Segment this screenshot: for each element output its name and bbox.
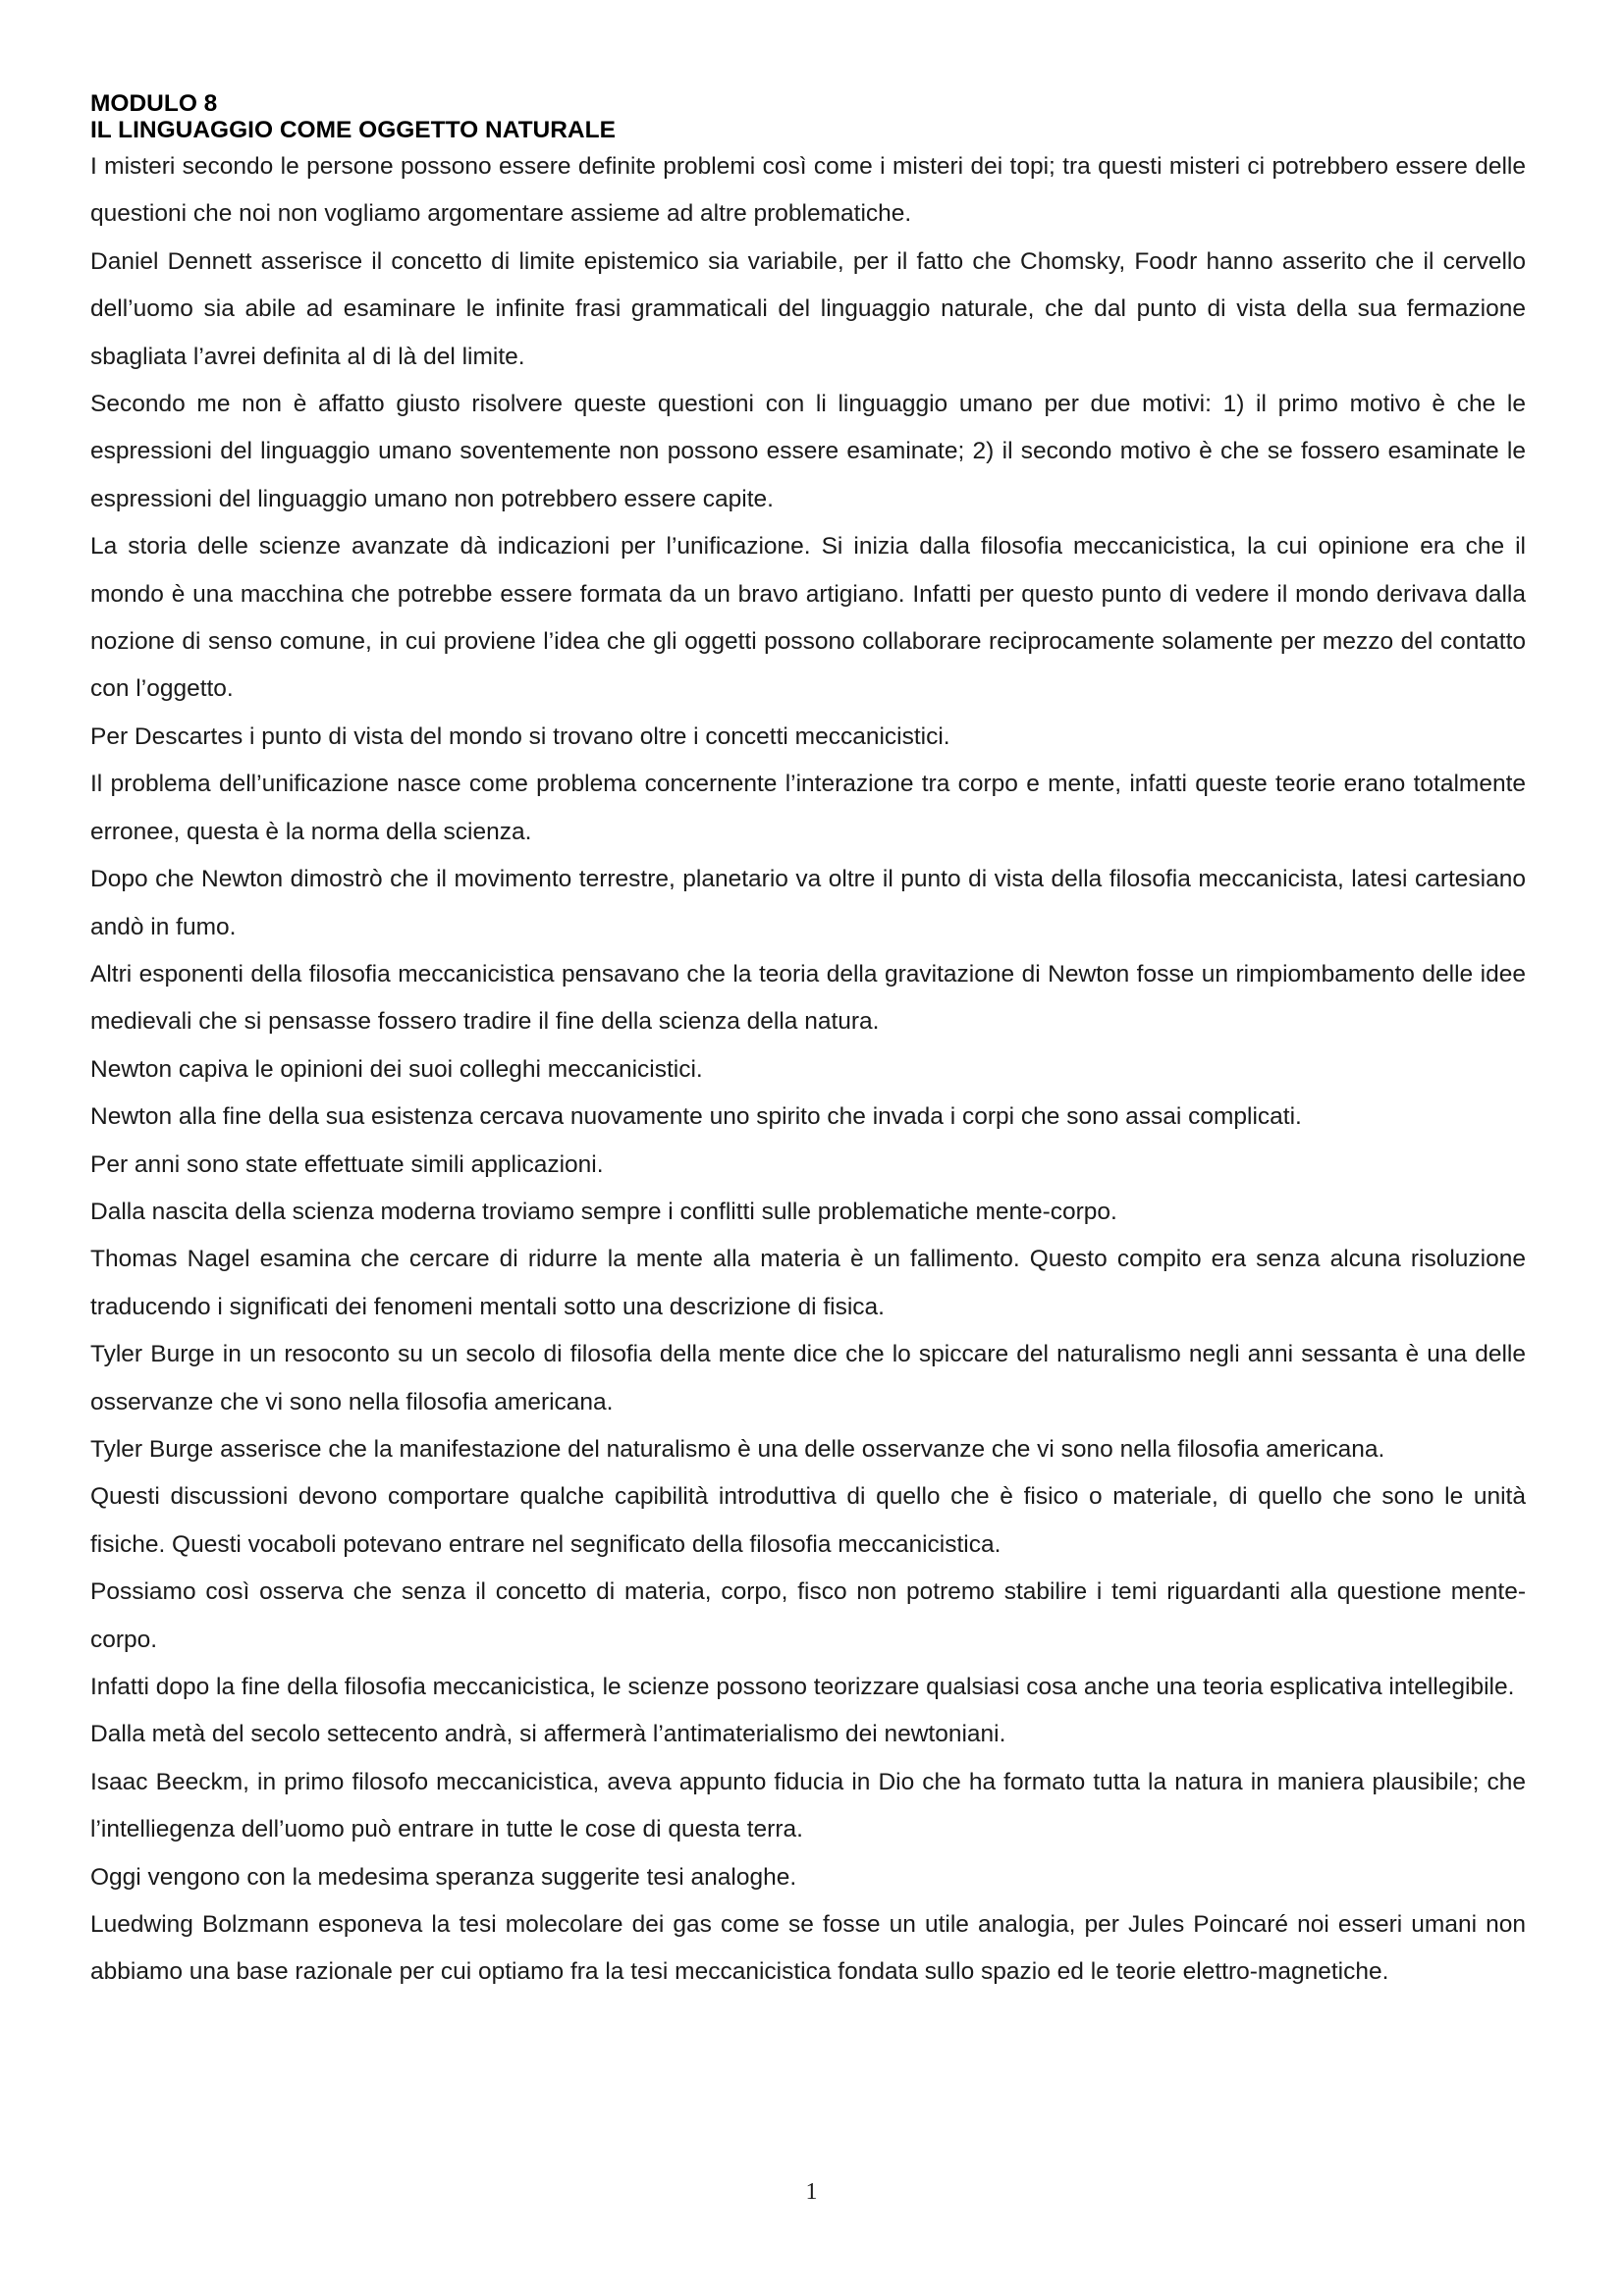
page-number: 1 [805, 2179, 818, 2205]
paragraph: Tyler Burge in un resoconto su un secolo di filosofia della mente dice che lo spiccare del naturalismo negli anni sessanta è una delle osservanze che vi sono nella filosofia americana. [90, 1341, 1526, 1415]
paragraph: Questi discussioni devono comportare qualche capibilità introduttiva di quello che è fisico o materiale, di quello che sono le unità fisiche. Questi vocaboli potevano entrare nel segnificato della filosofia meccanicistica. [90, 1483, 1526, 1558]
paragraph: I misteri secondo le persone possono essere definite problemi così come i misteri dei topi; tra questi misteri ci potrebbero essere delle questioni che noi non vogliamo argomentare assieme ad altre problematiche. [90, 153, 1526, 228]
paragraph: Possiamo così osserva che senza il concetto di materia, corpo, fisco non potremo stabilire i temi riguardanti alla questione mente-corpo. [90, 1578, 1526, 1653]
paragraph: Isaac Beeckm, in primo filosofo meccanicistica, aveva appunto fiducia in Dio che ha formato tutta la natura in maniera plausibile; che l’intelliegenza dell’uomo può entrare in tutte le cose di questa terra. [90, 1768, 1526, 1843]
paragraph: Dalla metà del secolo settecento andrà, si affermerà l’antimaterialismo dei newtoniani. [90, 1721, 1006, 1748]
paragraph: Per anni sono state effettuate simili applicazioni. [90, 1150, 604, 1178]
paragraph: Altri esponenti della filosofia meccanicistica pensavano che la teoria della gravitazione di Newton fosse un rimpiombamento delle idee medievali che si pensasse fossero tradire il fine della scienza della natura. [90, 960, 1526, 1036]
paragraph: Luedwing Bolzmann esponeva la tesi molecolare dei gas come se fosse un utile analogia, per Jules Poincaré noi esseri umani non abbiamo una base razionale per cui optiamo fra la tesi meccanicistica fondata sullo spazio ed le teorie elettro-magnetiche. [90, 1911, 1526, 1986]
paragraph: Newton capiva le opinioni dei suoi colleghi meccanicistici. [90, 1055, 703, 1083]
module-label: MODULO 8 [90, 90, 218, 117]
body-text [90, 143, 1526, 1997]
paragraph: Dopo che Newton dimostrò che il movimento terrestre, planetario va oltre il punto di vista della filosofia meccanicista, latesi cartesiano andò in fumo. [90, 866, 1526, 940]
paragraph: Thomas Nagel esamina che cercare di ridurre la mente alla materia è un fallimento. Questo compito era senza alcuna risoluzione traducendo i significati dei fenomeni mentali sotto una descrizione di fisica. [90, 1246, 1526, 1320]
paragraph: Daniel Dennett asserisce il concetto di limite epistemico sia variabile, per il fatto che Chomsky, Foodr hanno asserito che il cervello dell’uomo sia abile ad esaminare le infinite frasi grammaticali del linguaggio naturale, che dal punto di vista della sua fermazione sbagliata l’avrei definita al di là del limite. [90, 247, 1526, 370]
paragraph: Tyler Burge asserisce che la manifestazione del naturalismo è una delle osservanze che vi sono nella filosofia americana. [90, 1435, 1385, 1463]
paragraph: Newton alla fine della sua esistenza cercava nuovamente uno spirito che invada i corpi che sono assai complicati. [90, 1103, 1302, 1131]
document-title: IL LINGUAGGIO COME OGGETTO NATURALE [90, 117, 616, 143]
document-page [90, 90, 1526, 1997]
paragraph: Oggi vengono con la medesima speranza suggerite tesi analoghe. [90, 1863, 797, 1891]
paragraph: Il problema dell’unificazione nasce come problema concernente l’interazione tra corpo e mente, infatti queste teorie erano totalmente erronee, questa è la norma della scienza. [90, 771, 1526, 845]
paragraph: Per Descartes i punto di vista del mondo si trovano oltre i concetti meccanicistici. [90, 722, 950, 750]
paragraph: La storia delle scienze avanzate dà indicazioni per l’unificazione. Si inizia dalla filosofia meccanicistica, la cui opinione era che il mondo è una macchina che potrebbe essere formata da un bravo artigiano. Infatti per questo punto di vedere il mondo derivava dalla nozione di senso comune, in cui proviene l’idea che gli oggetti possono collaborare reciprocamente solamente per mezzo del contatto con l’oggetto. [90, 533, 1526, 703]
paragraph: Secondo me non è affatto giusto risolvere queste questioni con li linguaggio umano per due motivi: 1) il primo motivo è che le espressioni del linguaggio umano soventemente non possono essere esaminate; 2) il secondo motivo è che se fossero esaminate le espressioni del linguaggio umano non potrebbero essere capite. [90, 391, 1526, 512]
paragraph: Infatti dopo la fine della filosofia meccanicistica, le scienze possono teorizzare qualsiasi cosa anche una teoria esplicativa intellegibile. [90, 1674, 1515, 1700]
paragraph: Dalla nascita della scienza moderna troviamo sempre i conflitti sulle problematiche mente-corpo. [90, 1198, 1117, 1225]
